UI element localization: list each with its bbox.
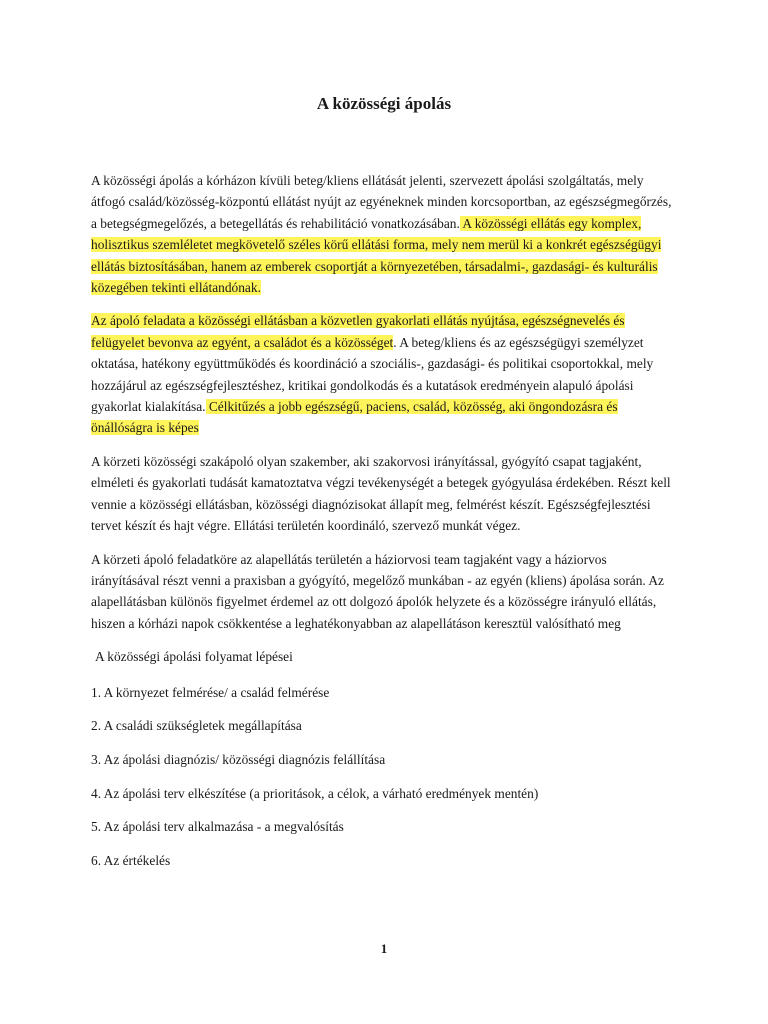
paragraph-1-segment-1: A közösségi ápolás a kórházon kívüli beteg/kliens ellátását jelenti, szervezett ápolási szolgáltatás, mely átfogó család/közösség-központú ellátást nyújt az egyéneknek minden korcsoportban, az egészségmegőrzés, a betegségmegelőzés, a betegellátás és rehabilitáció vonatkozásában.	[91, 173, 672, 231]
paragraph-2-segment-2: . A beteg/kliens és az egészségügyi személyzet oktatása, hatékony együttműködés és koordináció a szociális-, gazdasági- és politikai csoportokkal, mely hozzájárul az egészségfejlesztéshez, kritikai gondolkodás és a kutatások eredményein alapuló ápolási gyakorlat kialakítása.	[91, 334, 654, 415]
document-title: A közösségi ápolás	[316, 94, 452, 113]
paragraph-3	[91, 451, 677, 537]
step-item-3: 3. Az ápolási diagnózis/ közösségi diagnózis felállítása	[91, 751, 386, 767]
step-item-1: 1. A környezet felmérése/ a család felmérése	[91, 684, 330, 700]
paragraph-2	[91, 310, 677, 438]
page-number: 1	[380, 941, 388, 956]
paragraph-4-segment-1: A körzeti ápoló feladatköre az alapellátás területén a háziorvosi team tagjaként vagy a háziorvos irányításával részt venni a praxisban a gyógyító, megelőző munkában - az egyén (kliens) ápolása során. Az alapellátásban különös figyelmet érdemel az ott dolgozó ápolók helyzete és a közösségre irányuló ellátás, hiszen a kórházi napok csökkentése a leghatékonyabban az alapellátáson keresztül valósítható meg	[91, 551, 664, 631]
paragraph-4	[91, 549, 677, 635]
paragraph-2-highlight-1: Az ápoló feladata a közösségi ellátásban a közvetlen gyakorlati ellátás nyújtása, egészségnevelés és felügyelet bevonva az egyént, a családot és a közösséget	[91, 313, 625, 350]
step-item-2: 2. A családi szükségletek megállapítása	[91, 718, 302, 734]
paragraph-3-segment-1: A körzeti közösségi szakápoló olyan szakember, aki szakorvosi irányítással, gyógyító csapat tagjaként, elméleti és gyakorlati tudását kamatoztatva végzi tevékenységét a betegek gyógyulása érdekében. Részt kell vennie a közösségi ellátásban, közösségi diagnózisokat állapít meg, felmérést készít. Egészségfejlesztési tervet készít és hajt végre. Ellátási területén koordináló, szervező munkát végez.	[91, 453, 671, 534]
step-item-4: 4. Az ápolási terv elkészítése (a prioritások, a célok, a várható eredmények mentén)	[91, 785, 539, 801]
paragraph-1-highlight-1: A közösségi ellátás egy komplex, holisztikus szemléletet megkövetelő széles körű ellátási forma, mely nem merül ki a konkrét egészségügyi ellátás biztosításában, hanem az emberek csoportját a környezetében, társadalmi-, gazdasági- és kulturális közegében tekinti ellátandónak.	[91, 215, 662, 296]
step-item-6: 6. Az értékelés	[91, 853, 171, 869]
document-body	[91, 170, 677, 884]
step-item-5: 5. Az ápolási terv alkalmazása - a megvalósítás	[91, 819, 344, 835]
paragraph-1	[91, 170, 677, 298]
paragraph-2-highlight-2: Célkitűzés a jobb egészségű, paciens, család, közösség, aki öngondozásra és önállóságra is képes	[91, 399, 618, 436]
steps-heading: A közösségi ápolási folyamat lépései	[95, 649, 293, 665]
